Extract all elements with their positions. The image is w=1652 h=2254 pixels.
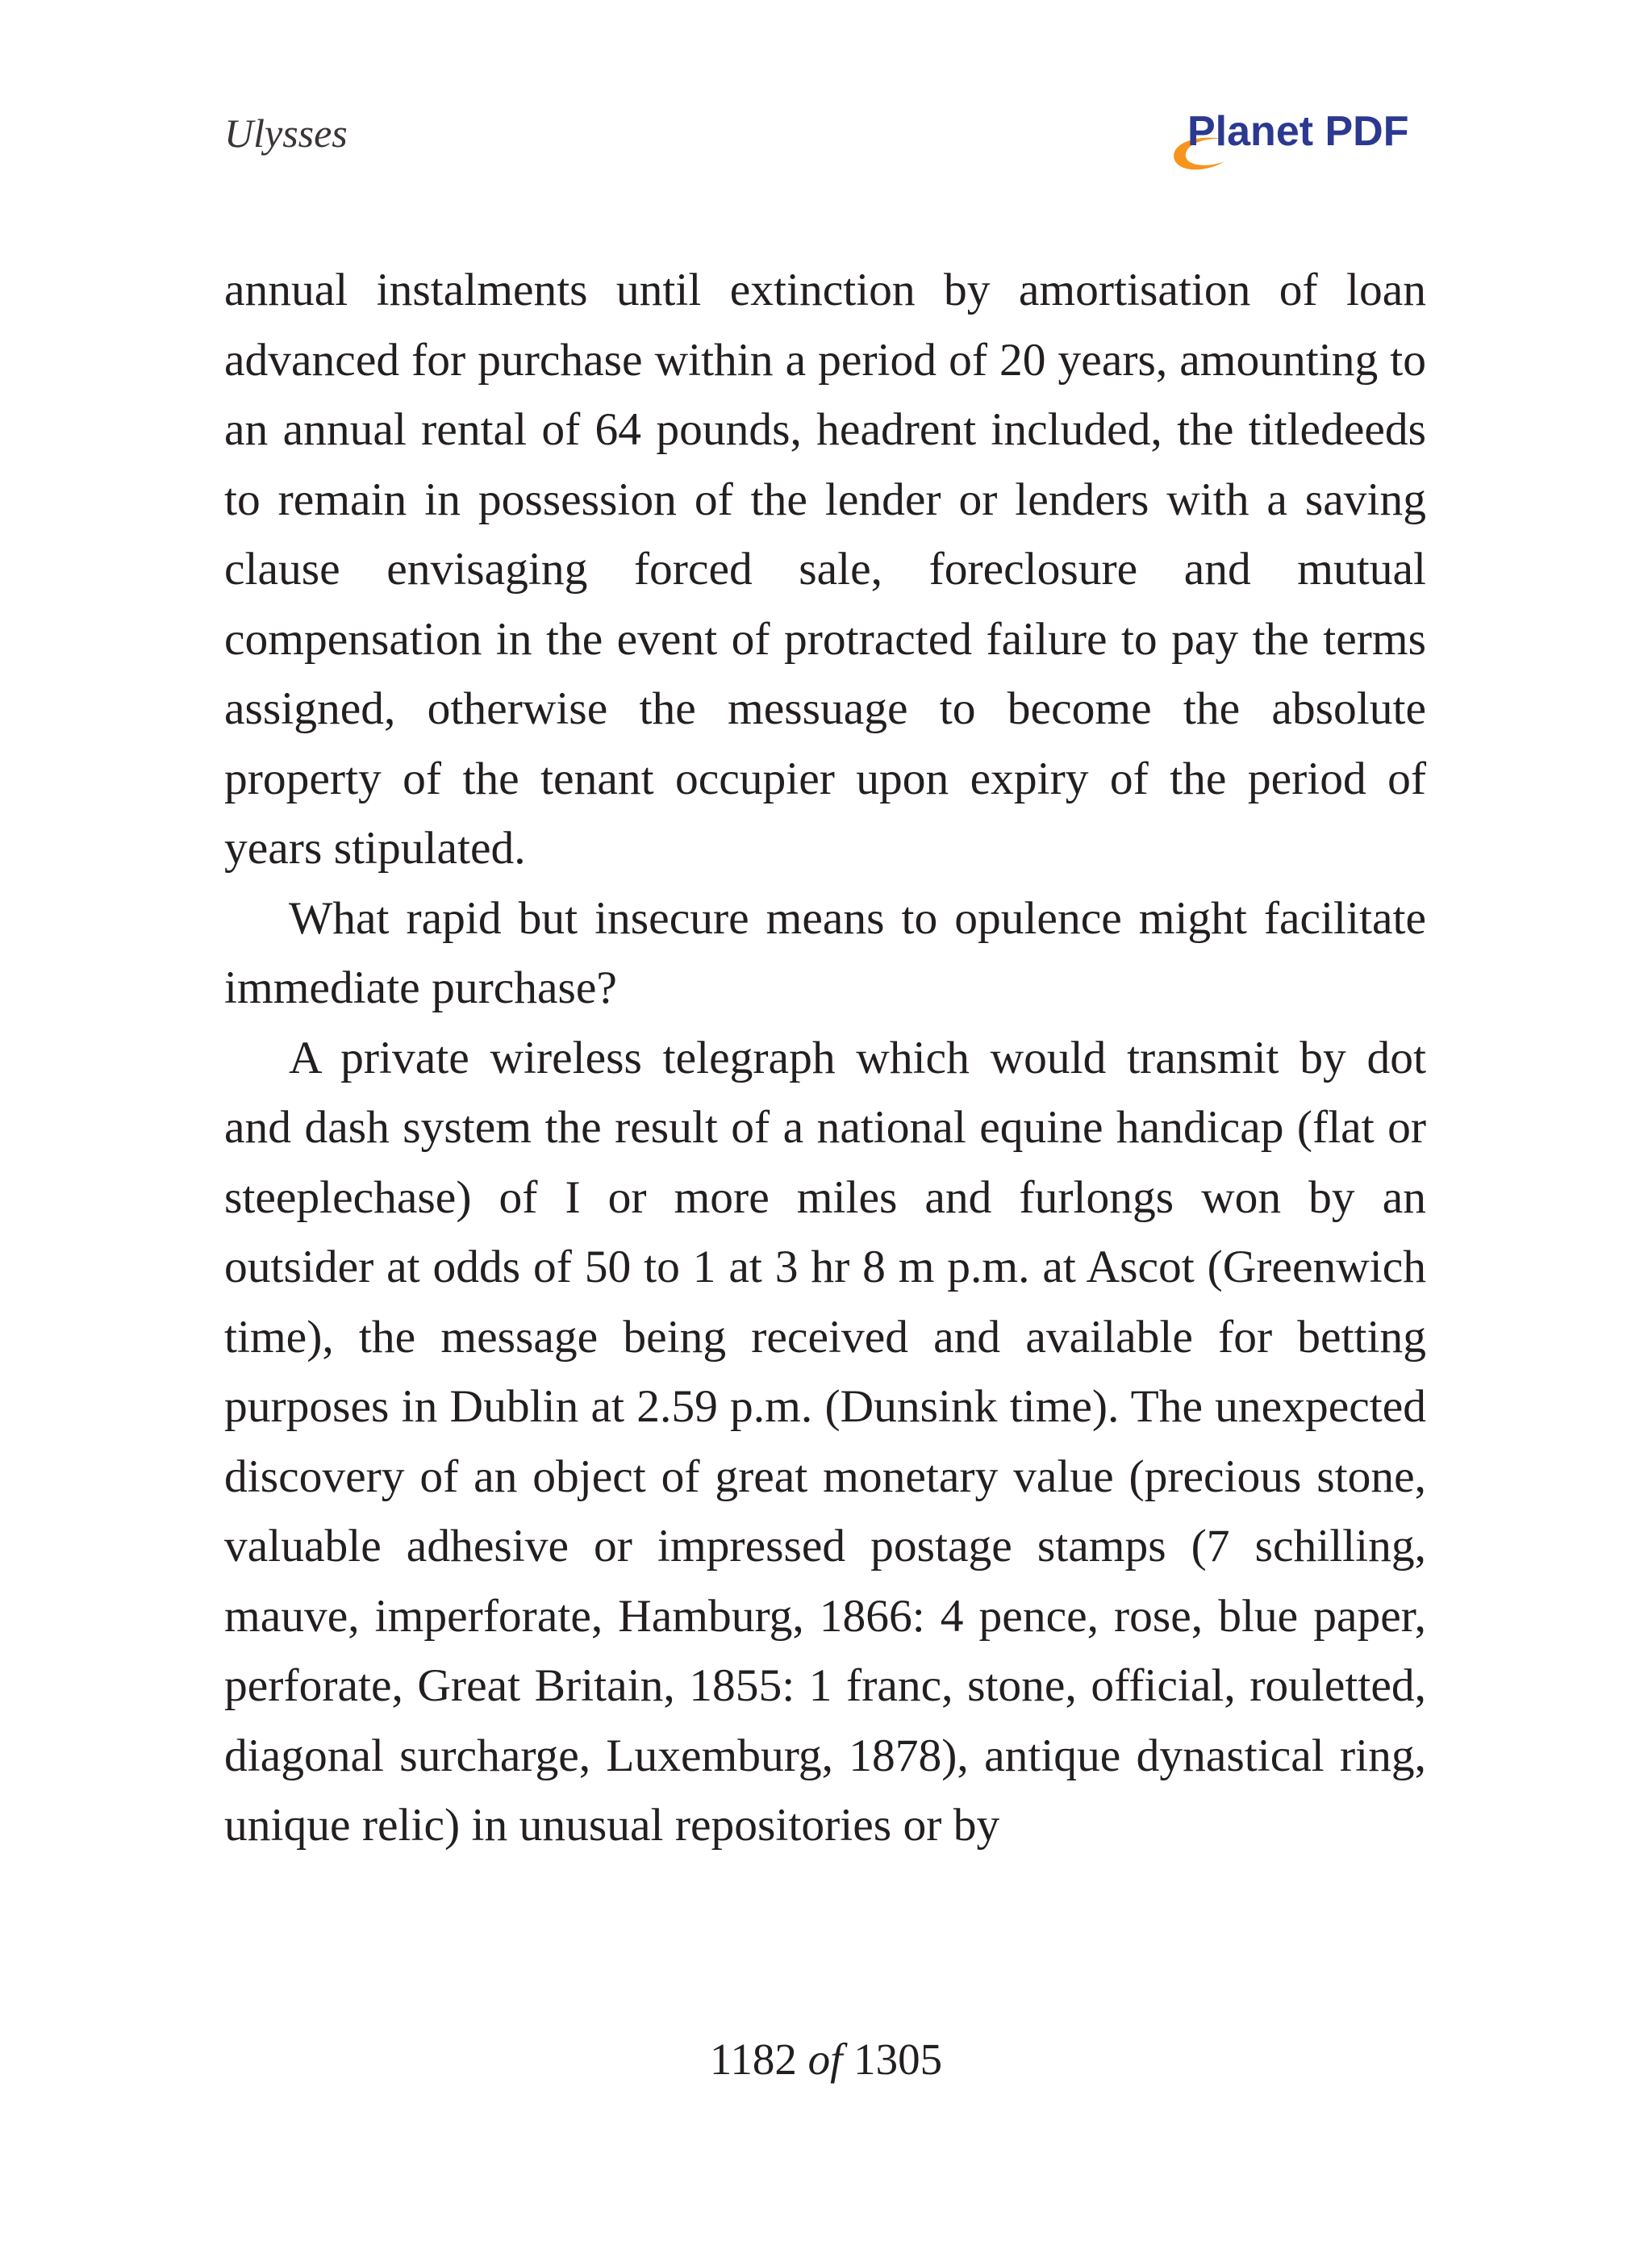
planet-pdf-logo xyxy=(1168,103,1426,168)
page-number xyxy=(0,2031,1652,2088)
page-body xyxy=(224,256,1426,1861)
paragraph: annual instalments until extinction by amortisation of loan advanced for purchase within a period of 20 years, amounting to an annual rental of 64 pounds, headrent included, the titledeeds to remain in possession of the lender or lenders with a saving clause envisaging forced sale, foreclosure and mutual compensation in the event of protracted failure to pay the terms assigned, otherwise the messuage to become the absolute property of the tenant occupier upon expiry of the period of years stipulated. xyxy=(224,265,1426,874)
running-title: Ulysses xyxy=(224,111,348,156)
total-pages: 1305 xyxy=(853,2035,943,2084)
paragraph: What rapid but insecure means to opulence might facilitate immediate purchase? xyxy=(224,892,1426,1013)
logo-text: Planet PDF xyxy=(1187,108,1409,155)
paragraph: A private wireless telegraph which would transmit by dot and dash system the result of a national equine handicap (flat or steeplechase) of I or more miles and furlongs won by an outsider at odds of 50 to 1 at 3 hr 8 m p.m. at Ascot (Greenwich time), the message being received and available for betting purposes in Dublin at 2.59 p.m. (Dunsink time). The unexpected discovery of an object of great monetary value (precious stone, valuable adhesive or impressed postage stamps (7 schilling, mauve, imperforate, Hamburg, 1866: 4 pence, rose, blue paper, perforate, Great Britain, 1855: 1 franc, stone, official, rouletted, diagonal surcharge, Luxemburg, 1878), antique dynastical ring, unique relic) in unusual repositories or by xyxy=(224,1032,1426,1851)
current-page: 1182 xyxy=(709,2035,797,2084)
page-of-label: of xyxy=(807,2035,843,2084)
